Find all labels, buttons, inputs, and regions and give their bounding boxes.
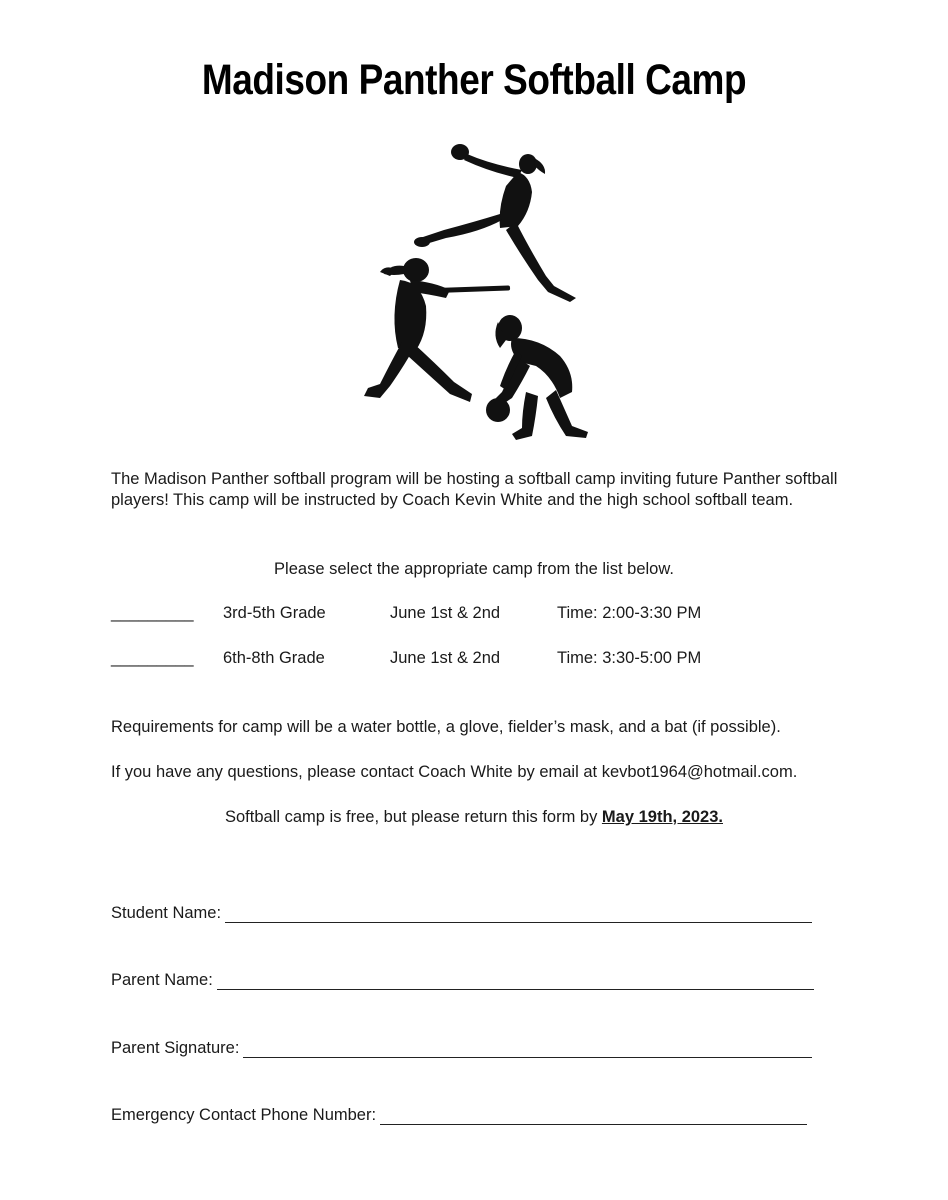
parent-name-line (217, 971, 814, 990)
deadline-date: May 19th, 2023. (601, 808, 723, 826)
fielder-silhouette-icon (486, 315, 588, 440)
camp-time: Time: 2:00-3:30 PM (557, 604, 702, 622)
parent-signature-field (111, 1034, 812, 1058)
camp-selection-blank: _________ (111, 604, 194, 622)
student-name-label: Student Name: (111, 904, 222, 922)
softball-players-silhouette-illustration (350, 136, 600, 446)
parent-signature-label: Parent Signature: (111, 1039, 240, 1057)
emergency-phone-line (380, 1106, 807, 1125)
student-name-field (111, 899, 812, 923)
camp-date: June 1st & 2nd (390, 649, 501, 667)
requirements-text: Requirements for camp will be a water bottle, a glove, fielder’s mask, and a bat (if possible). (111, 718, 781, 736)
camp-grade: 3rd-5th Grade (223, 604, 326, 622)
free-camp-notice (0, 807, 948, 828)
pitcher-silhouette-icon (414, 144, 576, 302)
camp-selection-blank: _________ (111, 649, 194, 667)
parent-name-label: Parent Name: (111, 971, 213, 989)
batter-silhouette-icon (364, 258, 510, 402)
parent-signature-line (243, 1039, 812, 1058)
camp-date: June 1st & 2nd (390, 604, 501, 622)
emergency-phone-field (111, 1101, 807, 1125)
intro-paragraph: The Madison Panther softball program will be hosting a softball camp inviting future Panther softball players! This camp will be instructed by Coach Kevin White and the high school softball team. (111, 470, 838, 509)
free-camp-text: Softball camp is free, but please return this form by (225, 808, 602, 826)
student-name-line (225, 904, 812, 923)
parent-name-field (111, 966, 814, 990)
select-prompt: Please select the appropriate camp from the list below. (274, 560, 674, 578)
page-title: Madison Panther Softball Camp (201, 56, 747, 104)
camp-time: Time: 3:30-5:00 PM (557, 649, 702, 667)
camp-grade: 6th-8th Grade (223, 649, 325, 667)
questions-text: If you have any questions, please contact Coach White by email at kevbot1964@hotmail.com. (111, 763, 798, 781)
emergency-phone-label: Emergency Contact Phone Number: (111, 1106, 377, 1124)
